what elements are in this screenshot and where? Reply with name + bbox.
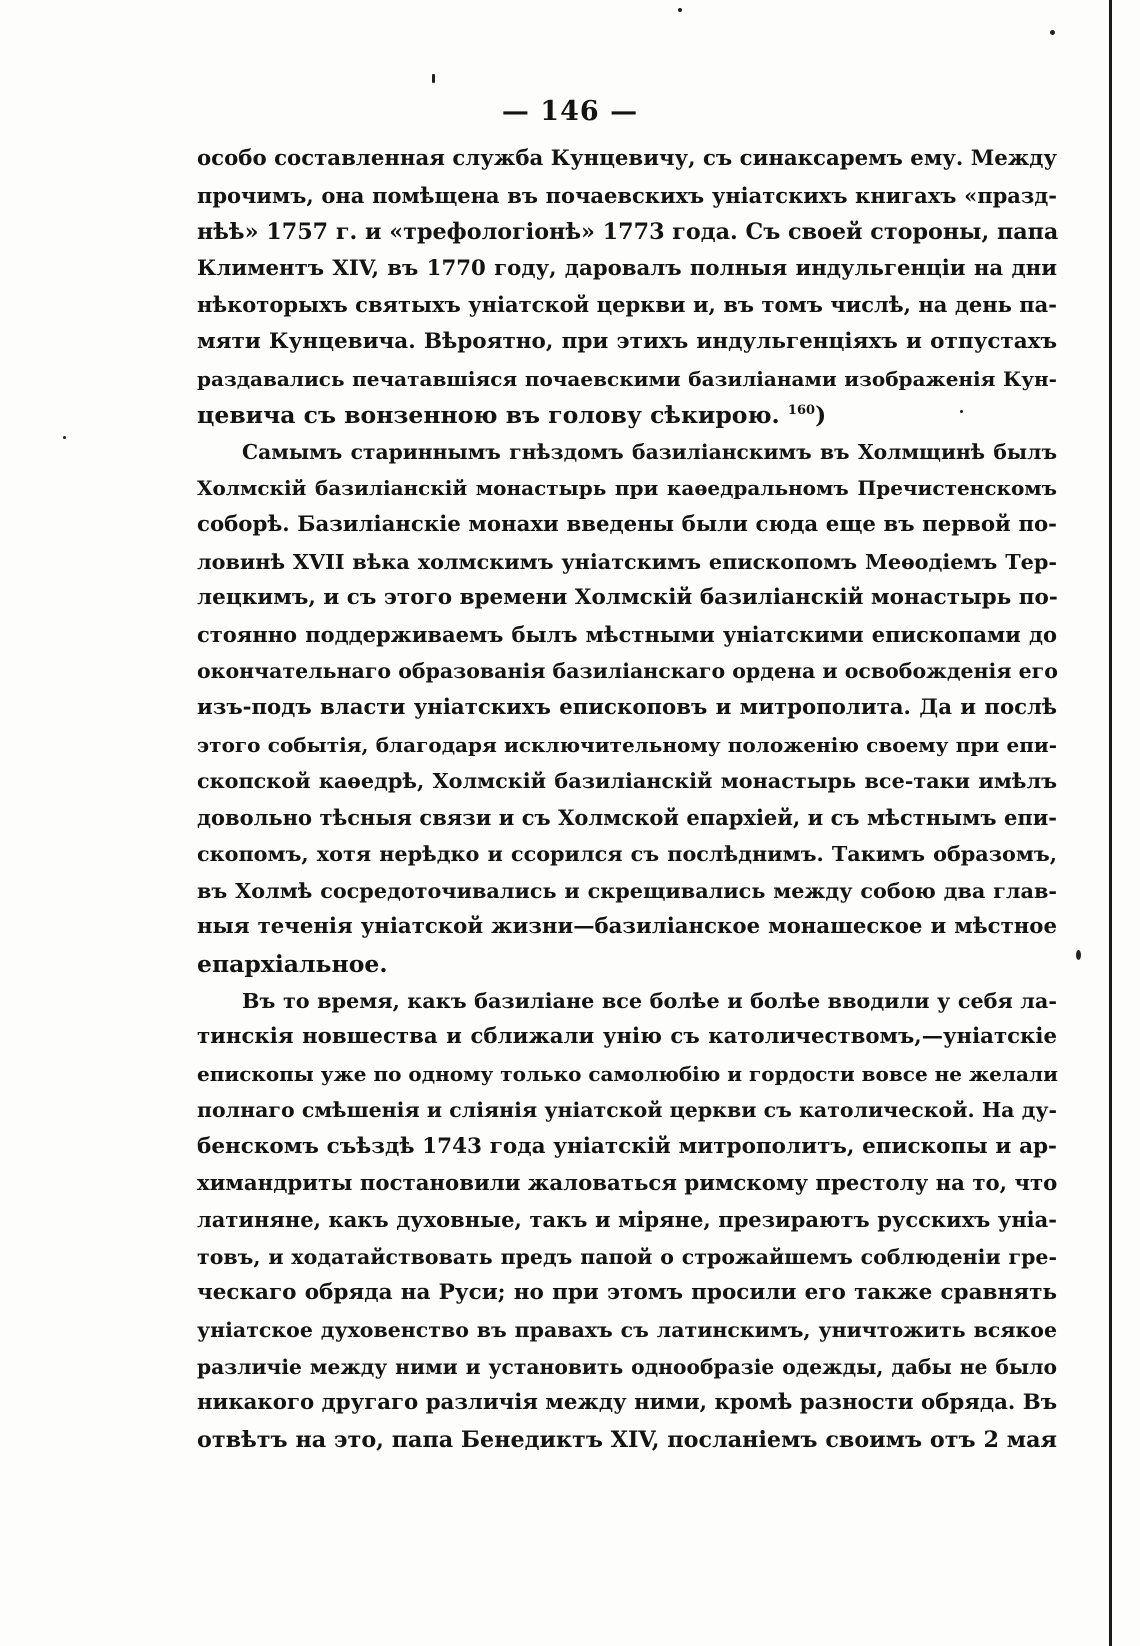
text-line: лецкимъ, и съ этого времени Холмскій базиліанскій монастырь по- (197, 585, 1058, 611)
text-line: особо составленная служба Кунцевичу, съ синаксаремъ ему. Между (197, 146, 1057, 171)
paragraph (197, 983, 1057, 1459)
text-line: стоянно поддерживаемъ былъ мѣстными уніатскими епископами до (197, 621, 1057, 647)
text-line: Въ то время, какъ базиліане все болѣе и болѣе вводили у себя ла- (242, 988, 1057, 1013)
paragraph (197, 141, 1057, 434)
text-line: Самымъ стариннымъ гнѣздомъ базиліанскимъ въ Холмщинѣ былъ (242, 439, 1057, 464)
text-line-content: цевича съ вонзенною въ голову сѣкирою. (197, 401, 780, 430)
text-line: этого событія, благодаря исключительному положенію своему при епи- (197, 732, 1057, 757)
text-line: довольно тѣсныя связи и съ Холмской епархіей, и съ мѣстнымъ епи- (197, 804, 1057, 830)
text-line: изъ-подъ власти уніатскихъ епископовъ и митрополита. Да и послѣ (197, 694, 1057, 720)
text-line: соборѣ. Базиліанскіе монахи введены были сюда еще въ первой по- (197, 511, 1057, 537)
text-line: никакого другаго различія между ними, кромѣ разности обряда. Въ (197, 1390, 1057, 1416)
text-line: Холмскій базиліанскій монастырь при каѳедральномъ Пречистенскомъ (197, 476, 1057, 501)
text-line: въ Холмѣ сосредоточивались и скрещивались между собою два глав- (197, 878, 1057, 903)
print-speck (678, 8, 682, 12)
page-edge-rule (1109, 0, 1112, 1646)
text-line: латиняне, какъ духовные, такъ и міряне, презираютъ русскихъ унia- (197, 1207, 1057, 1233)
text-line: скопомъ, хотя нерѣдко и ссорился съ послѣднимъ. Такимъ образомъ, (197, 842, 1057, 867)
page-number: — 146 — (501, 96, 639, 127)
print-speck (432, 74, 435, 83)
text-line: химандриты постановили жаловаться римскому престолу на то, что (197, 1170, 1058, 1196)
text-line: раздавались печатавшіяся почаевскими базиліанами изображенія Кун- (197, 366, 1057, 391)
text-line: товъ, и ходатайствовать предъ папой о строжайшемъ соблюденіи гре- (197, 1244, 1057, 1269)
text-line: скопской каѳедрѣ, Холмскій базиліанскій монастырь все-таки имѣлъ (197, 769, 1057, 794)
print-speck (1050, 30, 1055, 35)
text-line: епископы уже по одному только самолюбію и гордости вовсе не желали (197, 1061, 1058, 1086)
text-line: прочимъ, она помѣщена въ почаевскихъ уніатскихъ книгахъ «празд- (197, 182, 1057, 208)
text-line: нѣѣ» 1757 г. и «трефологіонѣ» 1773 года. Съ своей стороны, папа (197, 219, 1059, 246)
text-line: ловинѣ XVII вѣка холмскимъ уніатскимъ епископомъ Меѳодіемъ Тер- (197, 549, 1057, 574)
text-line (197, 397, 1057, 434)
text-line: отвѣтъ на это, папа Бенедиктъ XIV, посланіемъ своимъ отъ 2 мая (197, 1426, 1057, 1453)
print-speck (1076, 950, 1081, 960)
paragraph (197, 434, 1057, 983)
text-line: Климентъ XIV, въ 1770 году, даровалъ полныя индульгенціи на дни (197, 255, 1057, 281)
text-line: уніатское духовенство въ правахъ съ латинскимъ, уничтожить всякое (197, 1318, 1057, 1342)
text-line: нѣкоторыхъ святыхъ уніатской церкви и, въ томъ числѣ, на день па- (197, 292, 1057, 318)
text-line: тинскія новшества и сближали унію съ католичествомъ,—уніатскіе (197, 1024, 1057, 1050)
footnote-reference: 160 (787, 403, 816, 419)
text-line: окончательнаго образованія базиліанскаго ордена и освобожденія его (197, 659, 1058, 684)
text-line: различіе между ними и установить однообразіе одежды, дабы не было (197, 1354, 1057, 1379)
text-line: ческаго обряда на Руси; но при этомъ просили его также сравнять (197, 1280, 1057, 1306)
text-line: полнаго смѣшенія и слiянія уніатской церкви съ католической. На ду- (197, 1098, 1057, 1123)
text-line: епархіальное. (197, 950, 388, 979)
text-line: ныя теченія уніатской жизни—базиліанское монашеское и мѣстное (197, 914, 1057, 940)
text-line: мяти Кунцевича. Вѣроятно, при этихъ индульгенціяхъ и отпустахъ (197, 328, 1057, 354)
footnote-close: ) (815, 401, 827, 430)
body-text (197, 141, 1057, 1458)
print-speck (63, 436, 66, 439)
text-line: бенскомъ съѣздѣ 1743 года уніатскій митрополитъ, епископы и ар- (197, 1134, 1057, 1160)
